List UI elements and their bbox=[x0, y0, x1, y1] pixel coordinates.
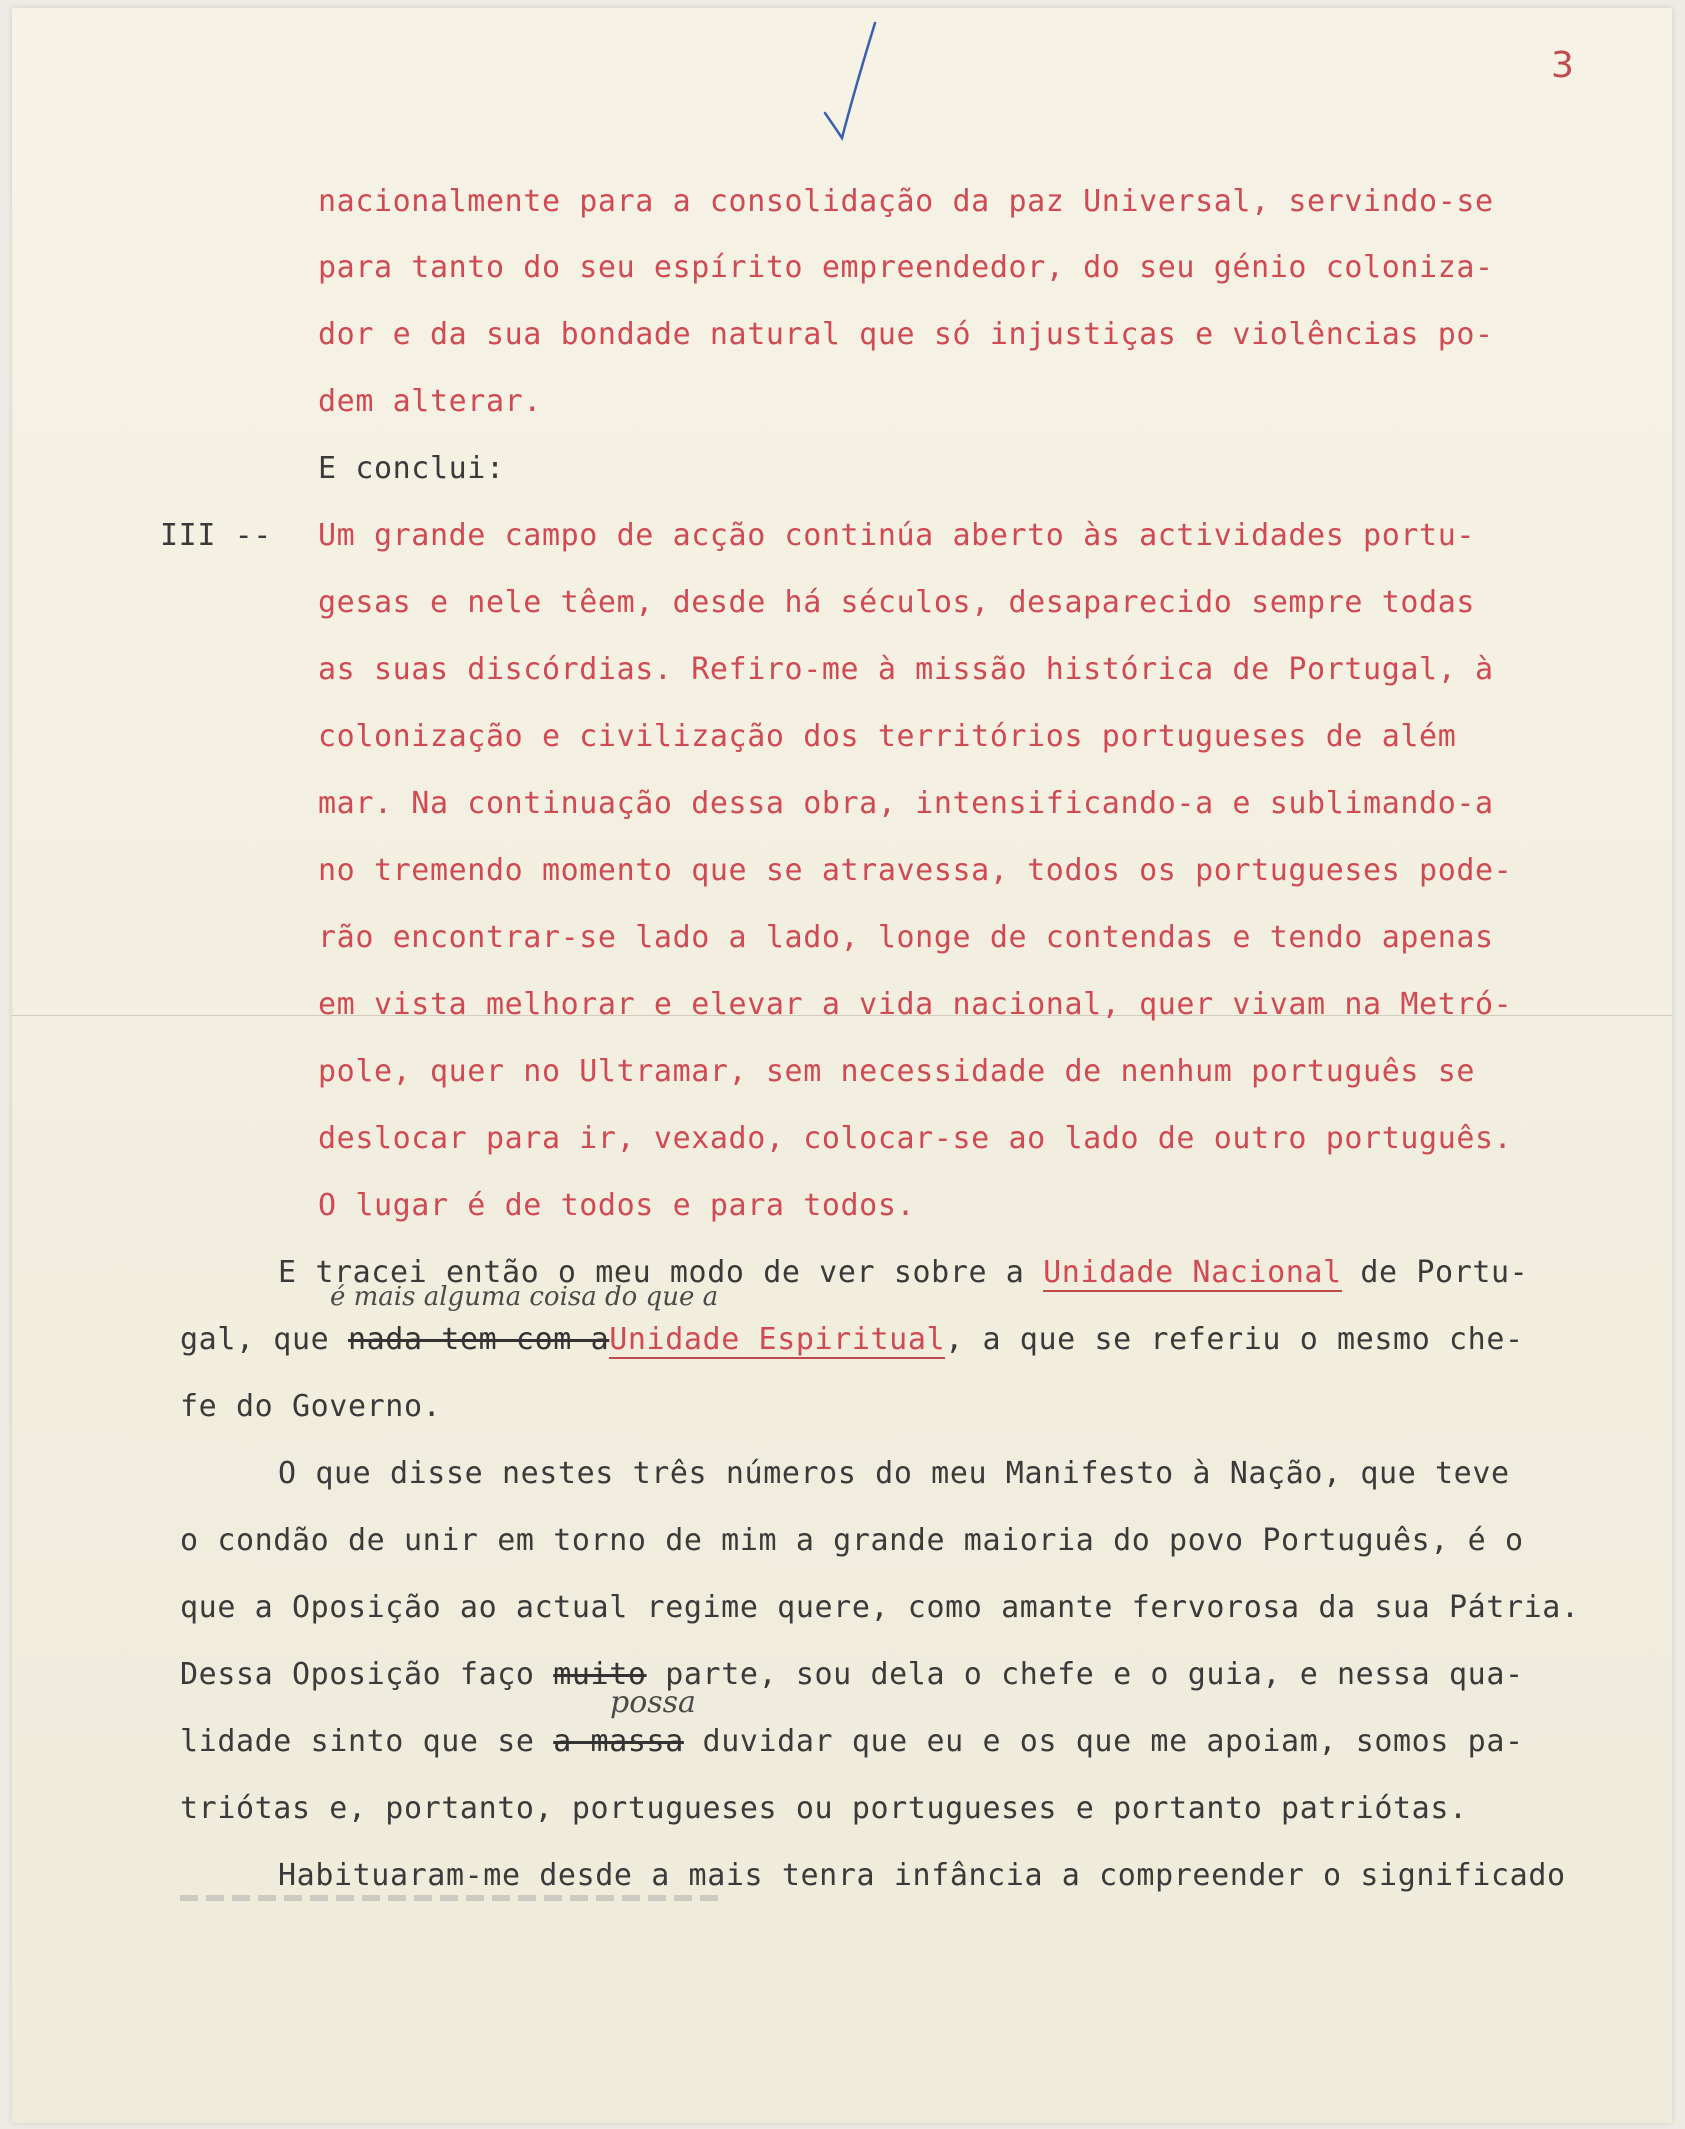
body-line: E tracei então o meu modo de ver sobre a Unidade Nacional de Portu- bbox=[278, 1255, 1529, 1290]
intro-line: E conclui: bbox=[318, 451, 505, 486]
quote-line: gesas e nele têem, desde há séculos, desaparecido sempre todas bbox=[318, 585, 1476, 620]
underlined-term: Unidade Nacional bbox=[1043, 1255, 1342, 1290]
body-line: gal, que nada tem com aUnidade Espiritual, a que se referiu o mesmo che- bbox=[180, 1322, 1524, 1357]
check-mark-icon bbox=[820, 18, 880, 143]
quote-line: colonização e civilização dos territórios portugueses de além bbox=[318, 719, 1457, 754]
handwritten-insertion: é mais alguma coisa do que a bbox=[330, 1282, 719, 1312]
struck-text: muito bbox=[553, 1657, 647, 1692]
quote-line: em vista melhorar e elevar a vida nacional, quer vivam na Metró- bbox=[318, 987, 1513, 1022]
body-line: Dessa Oposição faço muito parte, sou dela o chefe e o guia, e nessa qua- bbox=[180, 1657, 1524, 1692]
body-line: O que disse nestes três números do meu Manifesto à Nação, que teve bbox=[278, 1456, 1510, 1491]
quote-line: mar. Na continuação dessa obra, intensificando-a e sublimando-a bbox=[318, 786, 1494, 821]
underlined-term: Unidade Espiritual bbox=[609, 1322, 946, 1357]
handwritten-insertion: possa bbox=[610, 1685, 696, 1720]
quote-line: rão encontrar-se lado a lado, longe de contendas e tendo apenas bbox=[318, 920, 1494, 955]
quote-line: pole, quer no Ultramar, sem necessidade de nenhum português se bbox=[318, 1054, 1476, 1089]
quote-line: O lugar é de todos e para todos. bbox=[318, 1188, 916, 1223]
struck-text: nada tem com a bbox=[347, 1322, 610, 1357]
faint-pencil-mark bbox=[180, 1895, 720, 1901]
struck-text: a massa bbox=[553, 1724, 684, 1759]
quote-line: no tremendo momento que se atravessa, todos os portugueses pode- bbox=[318, 853, 1513, 888]
body-line: que a Oposição ao actual regime quere, como amante fervorosa da sua Pátria. bbox=[180, 1590, 1580, 1625]
red-text-line: dem alterar. bbox=[318, 384, 542, 419]
red-text-line: dor e da sua bondade natural que só injustiças e violências po- bbox=[318, 317, 1494, 352]
page-number: 3 bbox=[1551, 45, 1574, 86]
red-text-line: nacionalmente para a consolidação da paz Universal, servindo-se bbox=[318, 184, 1494, 219]
section-marker: III -- bbox=[160, 518, 272, 553]
body-line: Habituaram-me desde a mais tenra infância a compreender o significado bbox=[278, 1858, 1566, 1893]
quote-line: deslocar para ir, vexado, colocar-se ao lado de outro português. bbox=[318, 1121, 1513, 1156]
body-line: o condão de unir em torno de mim a grande maioria do povo Português, é o bbox=[180, 1523, 1524, 1558]
quote-line: Um grande campo de acção continúa aberto às actividades portu- bbox=[318, 518, 1476, 553]
body-line: lidade sinto que se a massa duvidar que eu e os que me apoiam, somos pa- bbox=[180, 1724, 1524, 1759]
body-line: triótas e, portanto, portugueses ou portugueses e portanto patriótas. bbox=[180, 1791, 1468, 1826]
quote-line: as suas discórdias. Refiro-me à missão histórica de Portugal, à bbox=[318, 652, 1494, 687]
body-line: fe do Governo. bbox=[180, 1389, 442, 1424]
red-text-line: para tanto do seu espírito empreendedor, do seu génio coloniza- bbox=[318, 250, 1494, 285]
